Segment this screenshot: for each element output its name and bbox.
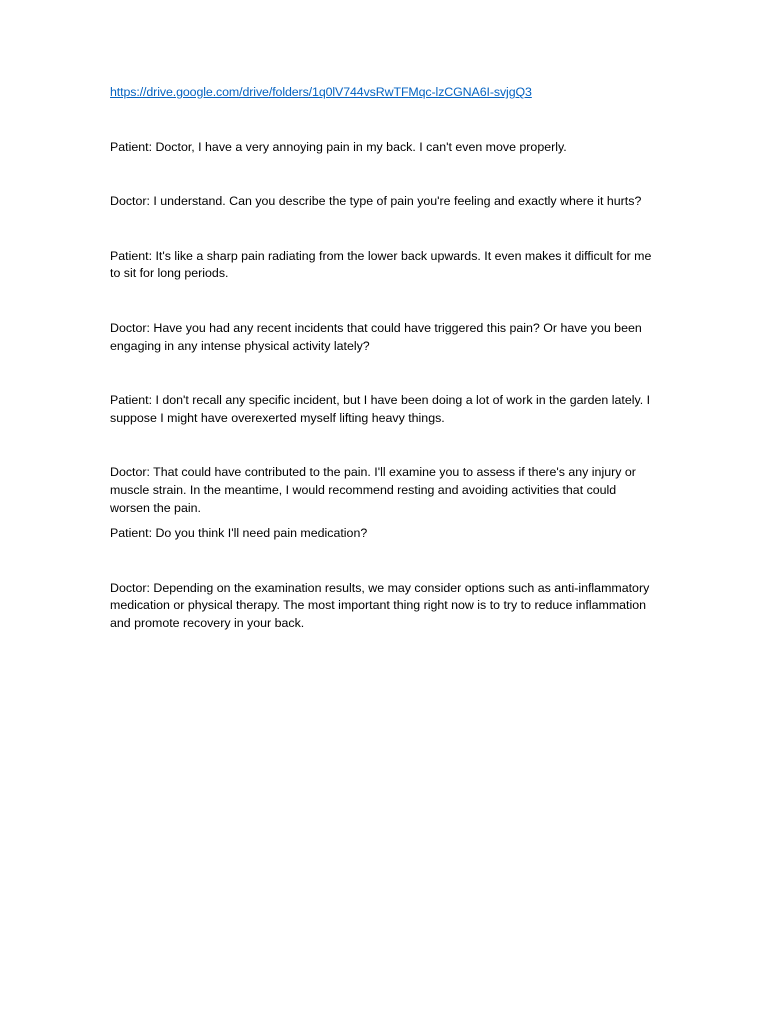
dialogue-line-doctor-3: Doctor: That could have contributed to the pain. I'll examine you to assess if there's any injury or muscle strain. In the meantime, I would recommend resting and avoiding activities that could worsen the pain. bbox=[110, 465, 636, 515]
document-body bbox=[110, 84, 658, 633]
dialogue-line-doctor-2: Doctor: Have you had any recent incidents that could have triggered this pain? Or have you been engaging in any intense physical activity lately? bbox=[110, 320, 642, 353]
drive-folder-link[interactable]: https://drive.google.com/drive/folders/1q0lV744vsRwTFMqc-lzCGNA6I-svjgQ3 bbox=[110, 85, 532, 99]
dialogue-line-doctor-4: Doctor: Depending on the examination results, we may consider options such as anti-inflammatory medication or physical therapy. The most important thing right now is to try to reduce inflammation and promote recovery in your back. bbox=[110, 580, 650, 630]
dialogue-line-patient-2: Patient: It's like a sharp pain radiating from the lower back upwards. It even makes it difficult for me to sit for long periods. bbox=[110, 248, 652, 281]
dialogue-line-patient-1: Patient: Doctor, I have a very annoying pain in my back. I can't even move properly. bbox=[110, 139, 567, 154]
dialogue-line-doctor-1: Doctor: I understand. Can you describe the type of pain you're feeling and exactly where it hurts? bbox=[110, 194, 642, 209]
dialogue-line-patient-4: Patient: Do you think I'll need pain medication? bbox=[110, 526, 368, 541]
dialogue-line-patient-3: Patient: I don't recall any specific incident, but I have been doing a lot of work in the garden lately. I suppose I might have overexerted myself lifting heavy things. bbox=[110, 393, 651, 425]
